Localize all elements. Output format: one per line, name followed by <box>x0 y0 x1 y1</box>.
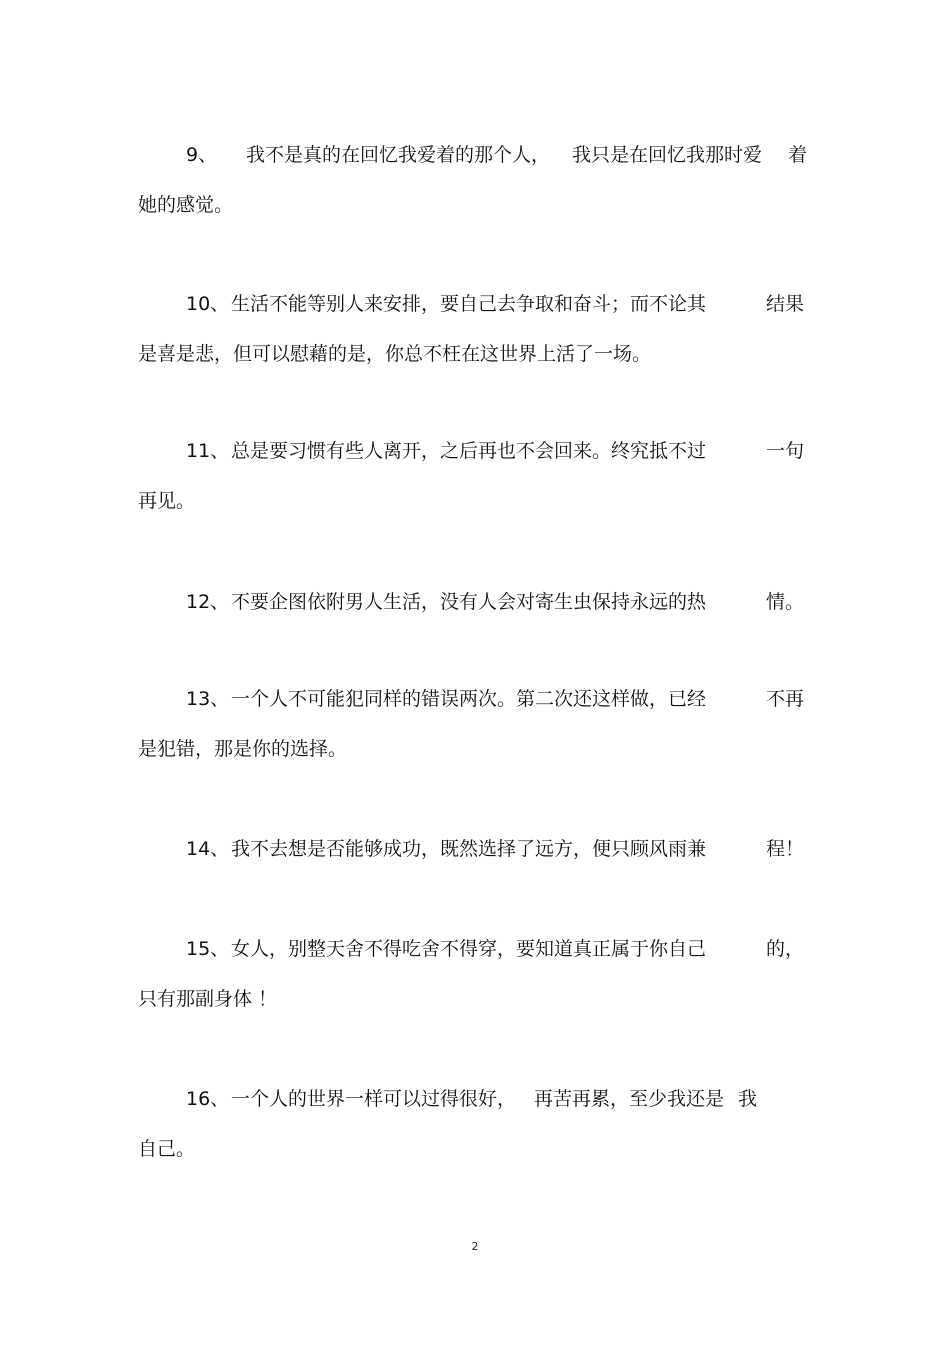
quote-text-segment: 不再 <box>766 688 805 710</box>
quote-text-segment: 结果 <box>766 293 805 315</box>
quote-item-15 <box>138 935 806 1013</box>
quote-line-2: 是喜是悲，但可以慰藉的是，你总不枉在这世界上活了一场。 <box>138 343 652 365</box>
quote-text-segment: 再苦再累，至少我还是 <box>534 1088 725 1110</box>
quote-line-2: 自己。 <box>138 1138 196 1160</box>
quote-text-segment: 总是要习惯有些人离开，之后再也不会回来。终究抵不过 <box>231 440 707 462</box>
quote-item-9 <box>138 141 806 219</box>
quote-text-segment: 女人，别整天舍不得吃舍不得穿，要知道真正属于你自己 <box>231 938 707 960</box>
quote-line-2: 只有那副身体 ！ <box>138 988 278 1010</box>
quote-line-1 <box>138 437 806 465</box>
quote-line-1 <box>138 141 806 169</box>
quote-text-segment: 一句 <box>766 440 805 462</box>
item-number: 15、 <box>186 938 230 960</box>
item-number: 14、 <box>186 838 230 860</box>
quote-item-13 <box>138 685 806 763</box>
quote-text-segment: 我 <box>738 1088 758 1110</box>
quote-line-1 <box>138 588 806 616</box>
quote-text-segment: 一个人的世界一样可以过得很好， <box>231 1088 517 1110</box>
quote-line-2: 她的感觉。 <box>138 194 234 216</box>
quote-line-1 <box>138 685 806 713</box>
quote-text-segment: 不要企图依附男人生活，没有人会对寄生虫保持永远的热 <box>231 591 707 613</box>
quote-line-2: 是犯错，那是你的选择。 <box>138 738 348 760</box>
item-number: 16、 <box>186 1088 230 1110</box>
quote-item-12 <box>138 588 806 616</box>
quote-text-segment: 我不去想是否能够成功，既然选择了远方，便只顾风雨兼 <box>231 838 707 860</box>
quote-text-segment: 情。 <box>766 591 805 613</box>
quote-line-1 <box>138 1085 806 1113</box>
quote-item-11 <box>138 437 806 515</box>
quote-text-segment: 我只是在回忆我那时爱 <box>572 144 763 166</box>
quote-text-segment: 的， <box>766 938 805 960</box>
quote-text-segment: 我不是真的在回忆我爱着的那个人， <box>246 144 551 166</box>
item-number: 10、 <box>186 293 230 315</box>
quote-text-segment: 生活不能等别人来安排，要自己去争取和奋斗；而不论其 <box>231 293 707 315</box>
quote-line-1 <box>138 835 806 863</box>
quote-text-segment: 一个人不可能犯同样的错误两次。第二次还这样做，已经 <box>231 688 707 710</box>
item-number: 12、 <box>186 591 230 613</box>
item-number: 11、 <box>186 440 230 462</box>
quote-line-2: 再见。 <box>138 490 196 512</box>
quote-line-1 <box>138 935 806 963</box>
quote-text-segment: 程！ <box>766 838 805 860</box>
quote-item-14 <box>138 835 806 863</box>
quote-line-1 <box>138 290 806 318</box>
page-number: 2 <box>471 1240 479 1253</box>
item-number: 13、 <box>186 688 230 710</box>
quote-item-16 <box>138 1085 806 1163</box>
item-number: 9、 <box>186 144 218 166</box>
quote-item-10 <box>138 290 806 368</box>
quote-text-segment: 着 <box>788 144 808 166</box>
